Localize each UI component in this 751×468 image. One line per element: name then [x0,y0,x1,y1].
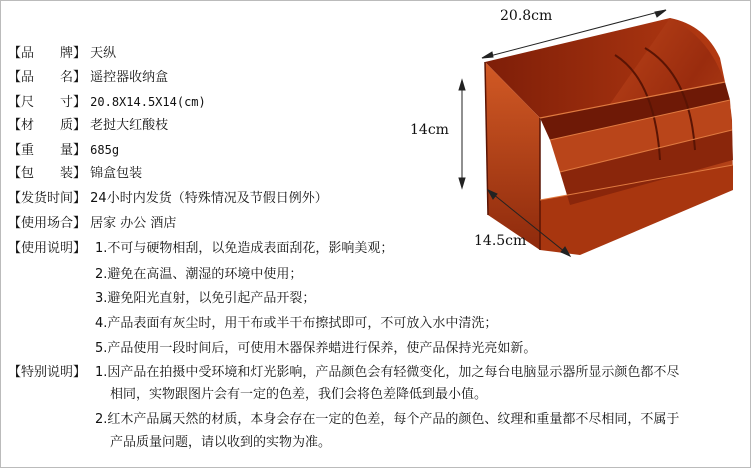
dimension-width-label: 20.8cm [500,8,553,24]
spec-value: 居家 办公 酒店 [90,216,177,231]
spec-label: 【品 名】 [8,70,87,85]
spec-label: 【包 装】 [8,166,87,181]
spec-value: 685g [90,143,120,157]
spec-value: 老挝大红酸枝 [90,118,169,133]
usage-item-2: 2.避免在高温、潮湿的环境中使用； [95,267,303,282]
spec-row-material [8,117,168,135]
special-item-1-line2: 相同，实物跟图片会有一定的色差，我们会将色差降低到最小值。 [110,387,488,402]
dimension-height-label: 14cm [410,122,449,138]
usage-item-3: 3.避免阳光直射，以免引起产品开裂； [95,291,316,306]
spec-label: 【材 质】 [8,118,87,133]
spec-label: 【重 量】 [8,143,87,158]
spec-row-package [8,165,142,183]
spec-value: 20.8X14.5X14(cm) [90,95,206,109]
spec-row-name [8,69,168,87]
spec-label: 【使用场合】 [8,216,87,231]
spec-row-size [8,93,206,112]
spec-label: 【发货时间】 [8,191,87,206]
special-item-1-line1: 1.因产品在拍摄中受环境和灯光影响，产品颜色会有轻微变化，加之每台电脑显示器所显示颜色都不尽 [95,365,680,380]
special-item-2-line1: 2.红木产品属天然的材质，本身会存在一定的色差，每个产品的颜色、纹理和重量都不尽相同，不属于 [95,412,680,427]
usage-item-5: 5.产品使用一段时间后，可使用木器保养蜡进行保养，使产品保持光亮如新。 [95,341,537,356]
spec-row-brand [8,45,116,63]
dimension-depth-label: 14.5cm [474,233,527,249]
spec-value: 遥控器收纳盒 [90,70,169,85]
product-image [440,0,751,260]
usage-label: 【使用说明】 [8,241,87,256]
special-label: 【特别说明】 [8,365,87,380]
usage-item-1: 1.不可与硬物相刮，以免造成表面刮花，影响美观； [95,241,394,256]
spec-value: 天纵 [90,46,117,61]
spec-value: 锦盒包装 [90,166,143,181]
special-item-2-line2: 产品质量问题，请以收到的实物为准。 [110,435,332,450]
spec-row-shipping [8,190,328,208]
spec-value: 24小时内发货（特殊情况及节假日例外） [90,191,328,206]
usage-item-4: 4.产品表面有灰尘时，用干布或半干布擦拭即可，不可放入水中清洗； [95,316,498,331]
spec-label: 【品 牌】 [8,46,87,61]
spec-row-occasion [8,215,176,233]
spec-row-weight [8,141,119,160]
spec-label: 【尺 寸】 [8,95,87,110]
